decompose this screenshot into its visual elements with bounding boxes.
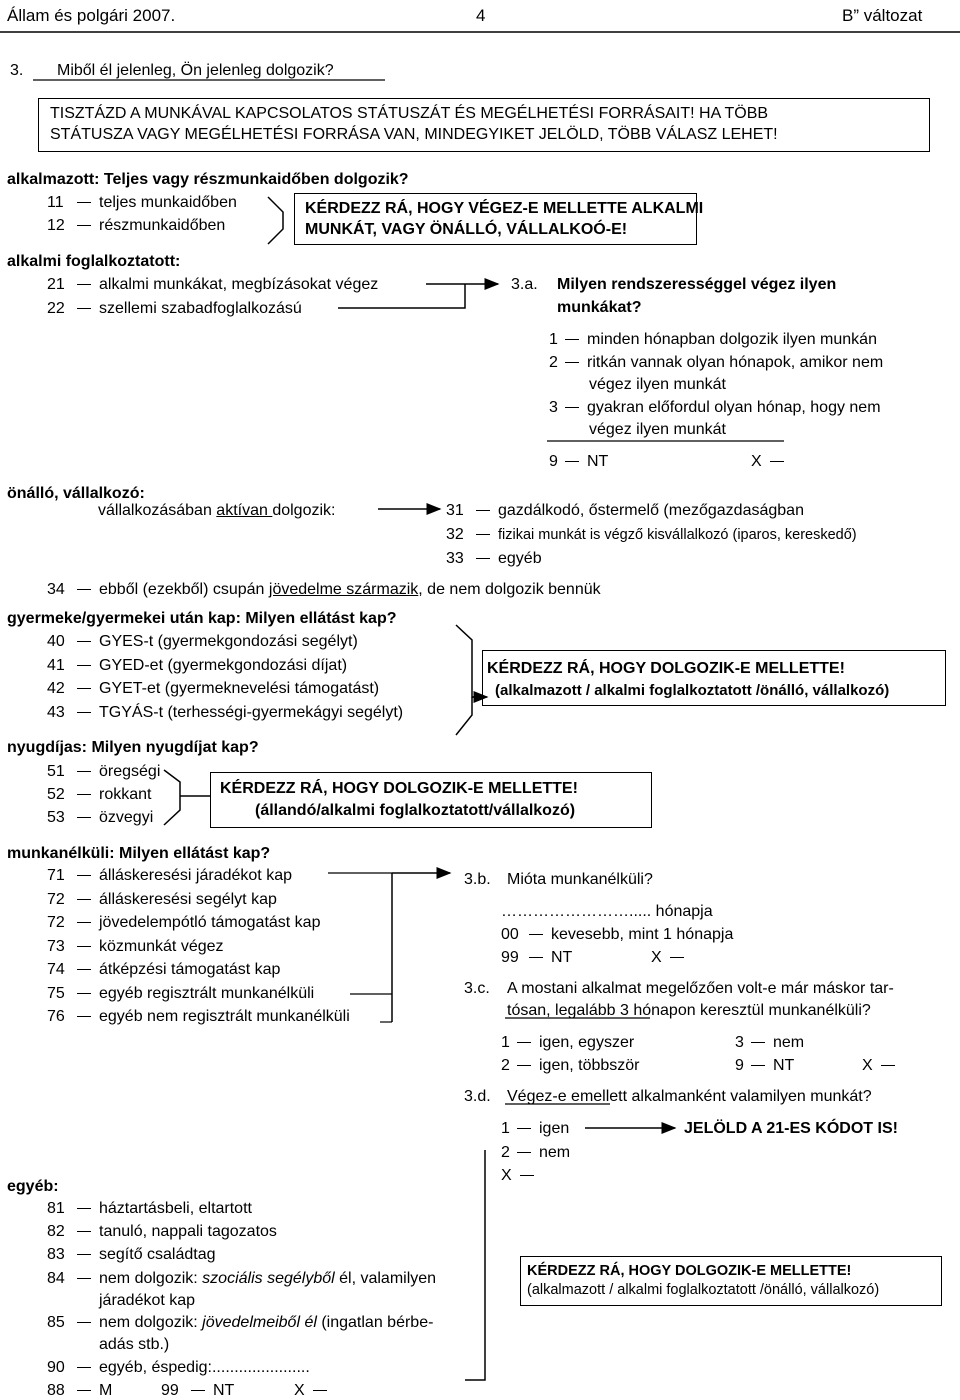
q3a-option-9[interactable]: 9 NT bbox=[549, 453, 609, 470]
option-76[interactable]: 76 egyéb nem regisztrált munkanélküli bbox=[47, 1008, 350, 1025]
other-note-line1: KÉRDEZZ RÁ, HOGY DOLGOZIK-E MELLETTE! bbox=[527, 1263, 852, 1279]
q3a-option-x[interactable]: X bbox=[751, 452, 792, 471]
unemployed-title: munkanélküli: Milyen ellátást kap? bbox=[7, 845, 271, 862]
option-72a[interactable]: 72 álláskeresési segélyt kap bbox=[47, 891, 277, 908]
option-12[interactable]: 12 részmunkaidőben bbox=[47, 217, 226, 234]
casual-title: alkalmi foglalkoztatott: bbox=[7, 253, 181, 270]
q3-question: Miből él jelenleg, Ön jelenleg dolgozik? bbox=[57, 62, 334, 79]
q3d-option-2[interactable]: 2 nem bbox=[501, 1144, 571, 1161]
q3d-note: JELÖLD A 21-ES KÓDOT IS! bbox=[684, 1120, 898, 1137]
option-41[interactable]: 41 GYED-et (gyermekgondozási díjat) bbox=[47, 657, 348, 674]
option-51[interactable]: 51 öregségi bbox=[47, 763, 161, 780]
option-52[interactable]: 52 rokkant bbox=[47, 786, 152, 803]
option-21[interactable]: 21 alkalmi munkákat, megbízásokat végez bbox=[47, 276, 379, 293]
q3b-option-x[interactable]: X bbox=[651, 948, 692, 967]
instruction-line2: STÁTUSZA VAGY MEGÉLHETÉSI FORRÁSA VAN, MINDEGYIKET JELÖLD, TÖBB VÁLASZ LEHET! bbox=[50, 126, 778, 143]
option-88[interactable]: 88 M bbox=[47, 1382, 113, 1399]
q3d-label: 3.d. bbox=[464, 1088, 491, 1105]
option-34[interactable]: 34 ebből (ezekből) csupán jövedelme származik, de nem dolgozik bennük bbox=[47, 581, 601, 598]
q3c-option-x[interactable]: X bbox=[862, 1056, 903, 1075]
option-85[interactable]: 85 nem dolgozik: jövedelmeiből él (ingatlan bérbe- bbox=[47, 1314, 434, 1331]
page-number: 4 bbox=[476, 6, 486, 25]
q3c-option-9[interactable]: 9 NT bbox=[735, 1057, 795, 1074]
q3d-option-x[interactable]: X bbox=[501, 1166, 542, 1185]
child-note-box bbox=[482, 650, 946, 706]
pension-title: nyugdíjas: Milyen nyugdíjat kap? bbox=[7, 739, 259, 756]
q3a-label: 3.a. bbox=[511, 276, 538, 293]
option-85-line2: adás stb.) bbox=[99, 1336, 170, 1353]
q3a-question2: munkákat? bbox=[557, 299, 642, 316]
header-right: B” változat bbox=[842, 6, 923, 25]
option-11[interactable]: 11 teljes munkaidőben bbox=[47, 194, 237, 211]
header-left: Állam és polgári 2007. bbox=[7, 6, 176, 25]
child-note-line1: KÉRDEZZ RÁ, HOGY DOLGOZIK-E MELLETTE! bbox=[487, 660, 845, 677]
other-title: egyéb: bbox=[7, 1178, 59, 1195]
pension-note-line2: (állandó/alkalmi foglalkoztatott/vállalkozó) bbox=[255, 802, 576, 819]
q3a-option-3-line2: végez ilyen munkát bbox=[589, 421, 726, 438]
pension-note-box bbox=[210, 772, 652, 828]
option-82[interactable]: 82 tanuló, nappali tagozatos bbox=[47, 1223, 277, 1240]
q3b-question: Mióta munkanélküli? bbox=[507, 871, 653, 888]
option-42[interactable]: 42 GYET-et (gyermeknevelési támogatást) bbox=[47, 680, 380, 697]
other-note-box bbox=[520, 1256, 942, 1306]
option-33[interactable]: 33 egyéb bbox=[446, 550, 542, 567]
option-81[interactable]: 81 háztartásbeli, eltartott bbox=[47, 1200, 252, 1217]
q3c-label: 3.c. bbox=[464, 980, 490, 997]
child-note-line2: (alkalmazott / alkalmi foglalkoztatott /önálló, vállalkozó) bbox=[495, 682, 890, 699]
q3c-option-3[interactable]: 3 nem bbox=[735, 1034, 805, 1051]
option-71[interactable]: 71 álláskeresési járadékot kap bbox=[47, 867, 292, 884]
instruction-line1: TISZTÁZD A MUNKÁVAL KAPCSOLATOS STÁTUSZÁT ÉS MEGÉLHETÉSI FORRÁSAIT! HA TÖBB bbox=[50, 105, 769, 122]
q3d-option-1[interactable]: 1 igen bbox=[501, 1120, 570, 1137]
q3b-label: 3.b. bbox=[464, 871, 491, 888]
option-99[interactable]: 99 NT bbox=[161, 1382, 235, 1399]
employee-note-box bbox=[294, 193, 704, 245]
q3d-question: Végez-e emellett alkalmanként valamilyen munkát? bbox=[507, 1088, 872, 1105]
q3a-option-2-line2: végez ilyen munkát bbox=[589, 376, 726, 393]
q3a-question1: Milyen rendszerességgel végez ilyen bbox=[557, 276, 837, 293]
child-title: gyermeke/gyermekei után kap: Milyen ellátást kap? bbox=[7, 610, 397, 627]
other-note-line2: (alkalmazott / alkalmi foglalkoztatott /önálló, vállalkozó) bbox=[527, 1282, 880, 1298]
option-40[interactable]: 40 GYES-t (gyermekgondozási segélyt) bbox=[47, 633, 358, 650]
q3c-option-1[interactable]: 1 igen, egyszer bbox=[501, 1034, 635, 1051]
option-x[interactable]: X bbox=[294, 1381, 335, 1400]
q3c-option-2[interactable]: 2 igen, többször bbox=[501, 1057, 640, 1074]
self-sub: vállalkozásában aktívan dolgozik: bbox=[98, 502, 336, 519]
q3b-option-99[interactable]: 99 NT bbox=[501, 949, 573, 966]
option-31[interactable]: 31 gazdálkodó, őstermelő (mezőgazdaságban bbox=[446, 502, 804, 519]
q3c-line1: A mostani alkalmat megelőzően volt-e már máskor tar- bbox=[507, 980, 894, 997]
option-90[interactable]: 90 egyéb, éspedig:...................... bbox=[47, 1359, 310, 1376]
q3-number: 3. bbox=[10, 62, 24, 79]
q3b-option-00[interactable]: 00 kevesebb, mint 1 hónapja bbox=[501, 926, 734, 943]
q3b-months-input[interactable]: ……………………..... hónapja bbox=[501, 903, 713, 920]
option-84[interactable]: 84 nem dolgozik: szociális segélyből él, valamilyen bbox=[47, 1270, 437, 1287]
self-title: önálló, vállalkozó: bbox=[7, 485, 145, 502]
option-72b[interactable]: 72 jövedelempótló támogatást kap bbox=[47, 914, 321, 931]
option-22[interactable]: 22 szellemi szabadfoglalkozású bbox=[47, 300, 302, 317]
employee-note-line2: MUNKÁT, VAGY ÖNÁLLÓ, VÁLLALKOÓ-E! bbox=[305, 221, 628, 238]
q3c-line2: tósan, legalább 3 hónapon keresztül munkanélküli? bbox=[507, 1002, 871, 1019]
q3a-option-3[interactable]: 3 gyakran előfordul olyan hónap, hogy nem bbox=[549, 399, 881, 416]
employee-note-line1: KÉRDEZZ RÁ, HOGY VÉGEZ-E MELLETTE ALKALMI bbox=[305, 200, 704, 217]
option-83[interactable]: 83 segítő családtag bbox=[47, 1246, 216, 1263]
option-43[interactable]: 43 TGYÁS-t (terhességi-gyermekágyi segélyt) bbox=[47, 704, 404, 721]
option-75[interactable]: 75 egyéb regisztrált munkanélküli bbox=[47, 985, 315, 1002]
option-73[interactable]: 73 közmunkát végez bbox=[47, 938, 224, 955]
q3a-option-2[interactable]: 2 ritkán vannak olyan hónapok, amikor nem bbox=[549, 354, 884, 371]
option-74[interactable]: 74 átképzési támogatást kap bbox=[47, 961, 281, 978]
q3a-option-1[interactable]: 1 minden hónapban dolgozik ilyen munkán bbox=[549, 331, 877, 348]
employee-title: alkalmazott: Teljes vagy részmunkaidőben dolgozik? bbox=[7, 171, 409, 188]
option-84-line2: járadékot kap bbox=[99, 1292, 196, 1309]
option-32[interactable]: 32 fizikai munkát is végző kisvállalkozó (iparos, kereskedő) bbox=[446, 526, 857, 543]
instruction-box bbox=[38, 98, 930, 152]
option-53[interactable]: 53 özvegyi bbox=[47, 809, 154, 826]
pension-note-line1: KÉRDEZZ RÁ, HOGY DOLGOZIK-E MELLETTE! bbox=[220, 780, 578, 797]
